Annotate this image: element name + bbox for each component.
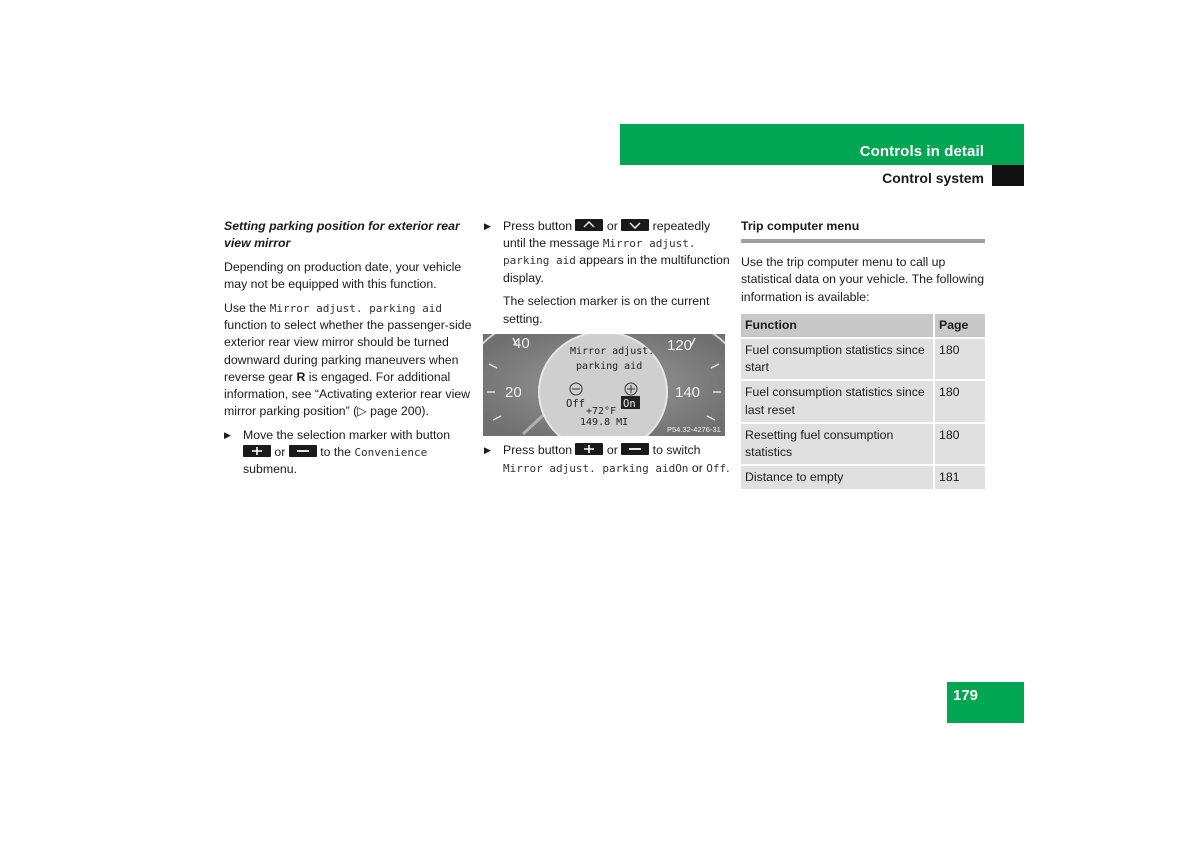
reverse-gear: R <box>296 369 306 384</box>
gauge-label-40: 40 <box>513 335 530 353</box>
section-marker <box>992 165 1024 186</box>
mirror-description: Use the Mirror adjust. parking aid function to select whether the passenger-side exterior rear view mirror should be turned downward during parking maneuvers when reverse gear R is engaged. For additional information, see “Activating exterior rear view mirror parking position” (▷ page 200). <box>224 301 472 419</box>
table-row <box>741 465 985 489</box>
table-row <box>741 380 985 422</box>
convenience-submenu: Convenience <box>354 446 428 460</box>
step-move-marker: ▶ Move the selection marker with button or to the Convenience submenu. <box>224 428 451 477</box>
gauge-label-140: 140 <box>675 384 701 402</box>
page-cell: 181 <box>934 465 985 489</box>
trip-computer-table <box>741 314 985 490</box>
display-odometer: 149.8 MI <box>580 417 629 429</box>
up-button-icon <box>575 219 603 231</box>
column-2 <box>484 218 730 483</box>
table-row <box>741 338 985 380</box>
table-row <box>741 423 985 465</box>
down-button-icon <box>621 219 649 231</box>
function-cell: Fuel consumption statistics since last reset <box>741 380 934 422</box>
production-note: Depending on production date, your vehicle may not be equipped with this function. <box>224 260 462 292</box>
function-cell: Fuel consumption statistics since start <box>741 338 934 380</box>
page-cell: 180 <box>934 338 985 380</box>
header-band <box>620 124 1024 165</box>
gauge-label-20: 20 <box>505 384 522 402</box>
page-cell: 180 <box>934 380 985 422</box>
trip-computer-heading: Trip computer menu <box>741 218 985 243</box>
message-text: Mirror adjust. parking aid <box>503 237 696 268</box>
section-title: Control system <box>882 170 984 186</box>
display-line-2: parking aid <box>576 361 643 373</box>
table-header-row <box>741 314 985 338</box>
bullet-icon: ▶ <box>484 445 491 456</box>
page-number: 179 <box>953 687 979 704</box>
instrument-cluster-illustration <box>483 334 725 436</box>
plus-button-icon <box>243 445 271 457</box>
page-cell: 180 <box>934 423 985 465</box>
function-cell: Distance to empty <box>741 465 934 489</box>
bullet-icon: ▶ <box>484 221 491 231</box>
mirror-heading: Setting parking position for exterior rear view mirror <box>224 219 460 251</box>
column-1 <box>224 218 472 485</box>
plus-button-icon <box>575 443 603 455</box>
step-scroll: ▶ Press button or repeatedly until the message Mirror adjust. parking aid appears in the multifunction display. <box>484 219 730 285</box>
marker-note: The selection marker is on the current setting. <box>503 294 710 326</box>
multifunction-display-figure <box>483 334 725 436</box>
function-cell: Resetting fuel consumption statistics <box>741 423 934 465</box>
setting-on: On <box>675 461 689 475</box>
column-header-function: Function <box>741 314 934 338</box>
display-on-selected: On <box>623 398 636 411</box>
step-switch: ▶ Press button or to switch Mirror adjust. parking aidOn or Off. <box>484 443 730 475</box>
mirror-function-name: Mirror adjust. parking aid <box>269 302 442 315</box>
setting-name: Mirror adjust. parking aid <box>503 461 676 475</box>
display-line-1: Mirror adjust. <box>570 346 655 358</box>
display-off: Off <box>566 398 585 411</box>
setting-off: Off <box>706 461 727 475</box>
minus-button-icon <box>621 443 649 455</box>
minus-button-icon <box>289 445 317 457</box>
trip-computer-intro: Use the trip computer menu to call up statistical data on your vehicle. The following information is available: <box>741 255 985 304</box>
figure-id: P54.32-4276-31 <box>667 425 721 435</box>
chapter-title: Controls in detail <box>859 143 984 160</box>
column-3 <box>741 218 985 489</box>
column-header-page: Page <box>934 314 985 338</box>
gauge-label-120: 120 <box>667 337 693 355</box>
page-number-box <box>947 682 1024 723</box>
display-temperature: +72°F <box>586 406 617 418</box>
bullet-icon: ▶ <box>224 430 231 441</box>
